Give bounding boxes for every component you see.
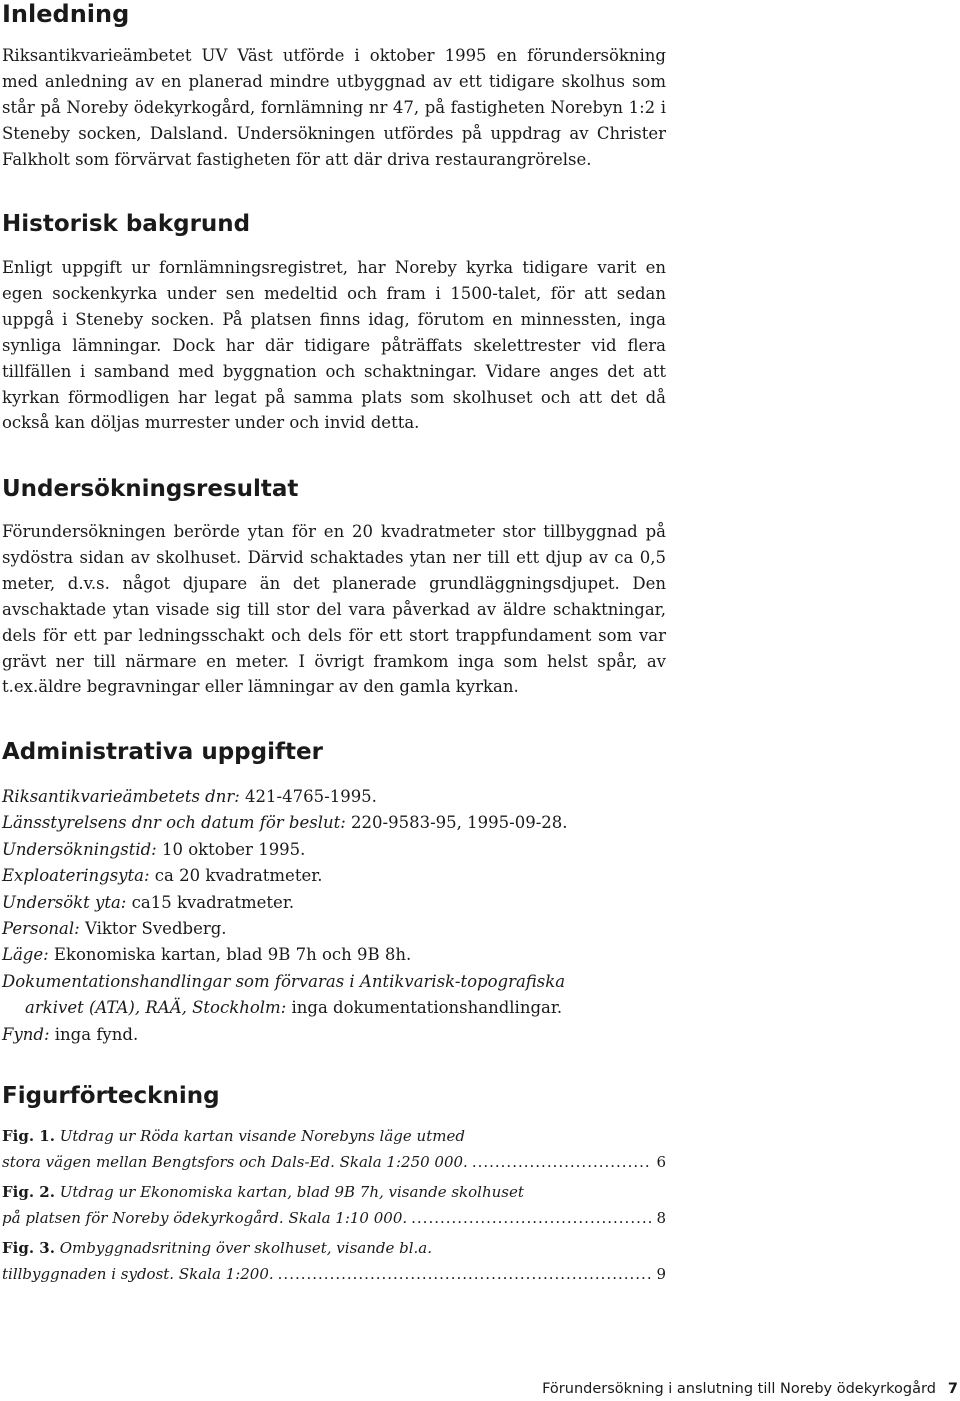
page-footer [542,1381,958,1397]
admin-label: Länsstyrelsens dnr och datum för beslut: [2,813,346,833]
admin-value: inga dokumentationshandlingar. [286,998,563,1018]
admin-value: ca 20 kvadratmeter. [149,866,323,886]
leader-dots [411,1206,652,1232]
admin-row-dokumentation [2,969,682,1022]
admin-row-fynd [2,1022,682,1048]
admin-value: 421-4765-1995. [239,787,377,806]
section-heading-undersokningsresultat: Undersökningsresultat [2,476,299,502]
admin-value: inga fynd. [49,1024,139,1044]
figure-caption-line [2,1180,666,1206]
admin-row-personal [2,916,682,942]
admin-label: arkivet (ATA), RAÄ, Stockholm: [25,998,287,1018]
admin-row-lage [2,942,682,968]
admin-value: ca15 kvadratmeter. [126,892,295,912]
admin-label-continuation [2,995,682,1021]
admin-row-dnr [2,784,682,810]
figure-page-number: 9 [656,1264,666,1283]
footer-title: Förundersökning i anslutning till Noreby ödekyrkogård [542,1381,936,1397]
admin-label: Undersökningstid: [2,839,157,859]
figure-entry [2,1124,666,1175]
paragraph-inledning: Riksantikvarieämbetet UV Väst utförde i oktober 1995 en förundersökning med anledning av en planerad mindre utbyggnad av ett tidigare skolhus som står på Noreby ödekyrkogård, fornlämning nr 47, på fastigheten Norebyn 1:2 i Steneby socken, Dalsland. Undersökningen utfördes på uppdrag av Christer Falkholt som förvärvat fastigheten för att där driva restaurangrörelse. [2,46,666,169]
figure-caption: Ombyggnadsritning över skolhuset, visande bl.a. [54,1239,433,1257]
admin-label: Fynd: [2,1024,50,1044]
figure-number: Fig. 2. [2,1183,55,1201]
leader-dots [278,1262,653,1288]
figure-number: Fig. 1. [2,1127,55,1145]
section-heading-administrativa-uppgifter: Administrativa uppgifter [2,739,323,765]
figure-caption-line [2,1206,666,1232]
figure-page-number: 6 [656,1152,666,1171]
section-heading-figurforteckning: Figurförteckning [2,1083,220,1109]
figure-caption-line [2,1262,666,1288]
figure-entry [2,1236,666,1287]
admin-value: 220-9583-95, 1995-09-28. [345,813,568,833]
admin-row-undersokt-yta [2,890,682,916]
figure-caption-line [2,1124,666,1150]
admin-label: Personal: [2,919,80,939]
figure-page-number: 8 [656,1208,666,1227]
paragraph-undersokningsresultat: Förundersökningen berörde ytan för en 20 kvadratmeter stor tillbyggnad på sydöstra sidan av skolhuset. Därvid schaktades ytan ner till ett djup av ca 0,5 meter, d.v.s. något djupare än det planerade grundläggningsdjupet. Den avschaktade ytan visade sig till stor del vara påverkad av äldre schaktningar, dels för ett par ledningsschakt och dels för ett stort trappfundament som var grävt ner till närmare en meter. I övrigt framkom inga som helst spår, av t.ex.äldre begravningar eller lämningar av den gamla kyrkan. [2,522,666,697]
figure-caption: tillbyggnaden i sydost. Skala 1:200. [2,1264,274,1283]
admin-value: Ekonomiska kartan, blad 9B 7h och 9B 8h. [48,945,412,965]
admin-details-list [2,784,682,1048]
figure-number: Fig. 3. [2,1239,55,1257]
figure-list [2,1124,666,1292]
admin-label: Riksantikvarieämbetets dnr: [2,787,240,806]
figure-caption-line [2,1150,666,1176]
figure-entry [2,1180,666,1231]
figure-caption: Utdrag ur Röda kartan visande Norebyns läge utmed [54,1127,465,1145]
admin-label: Exploateringsyta: [2,866,150,886]
figure-caption-line [2,1236,666,1262]
page-number: 7 [947,1381,958,1397]
figure-caption: stora vägen mellan Bengtsfors och Dals-Ed. Skala 1:250 000. [2,1152,468,1171]
paragraph-historisk-bakgrund: Enligt uppgift ur fornlämningsregistret, har Noreby kyrka tidigare varit en egen sockenkyrka under sen medeltid och fram i 1500-talet, för att sedan uppgå i Steneby socken. På platsen finns idag, förutom en minnessten, inga synliga lämningar. Dock har där tidigare påträffats skelettrester vid flera tillfällen i samband med byggnation och schaktningar. Vidare anges det att kyrkan förmodligen har legat på samma plats som skolhuset och att det då också kan döljas murrester under och invid detta. [2,258,666,433]
admin-label: Undersökt yta: [2,892,127,912]
admin-label: Läge: [2,945,49,965]
leader-dots [472,1150,653,1176]
section-heading-historisk-bakgrund: Historisk bakgrund [2,211,251,237]
admin-row-lansstyrelsen [2,810,682,836]
admin-row-undersokningstid [2,837,682,863]
section-heading-inledning: Inledning [2,0,130,28]
admin-value: 10 oktober 1995. [156,839,306,859]
admin-label: Dokumentationshandlingar som förvaras i Antikvarisk-topografiska [2,971,566,991]
figure-caption: på platsen för Noreby ödekyrkogård. Skala 1:10 000. [2,1208,408,1227]
figure-caption: Utdrag ur Ekonomiska kartan, blad 9B 7h, visande skolhuset [54,1183,524,1201]
admin-value: Viktor Svedberg. [79,919,227,939]
admin-row-exploateringsyta [2,863,682,889]
